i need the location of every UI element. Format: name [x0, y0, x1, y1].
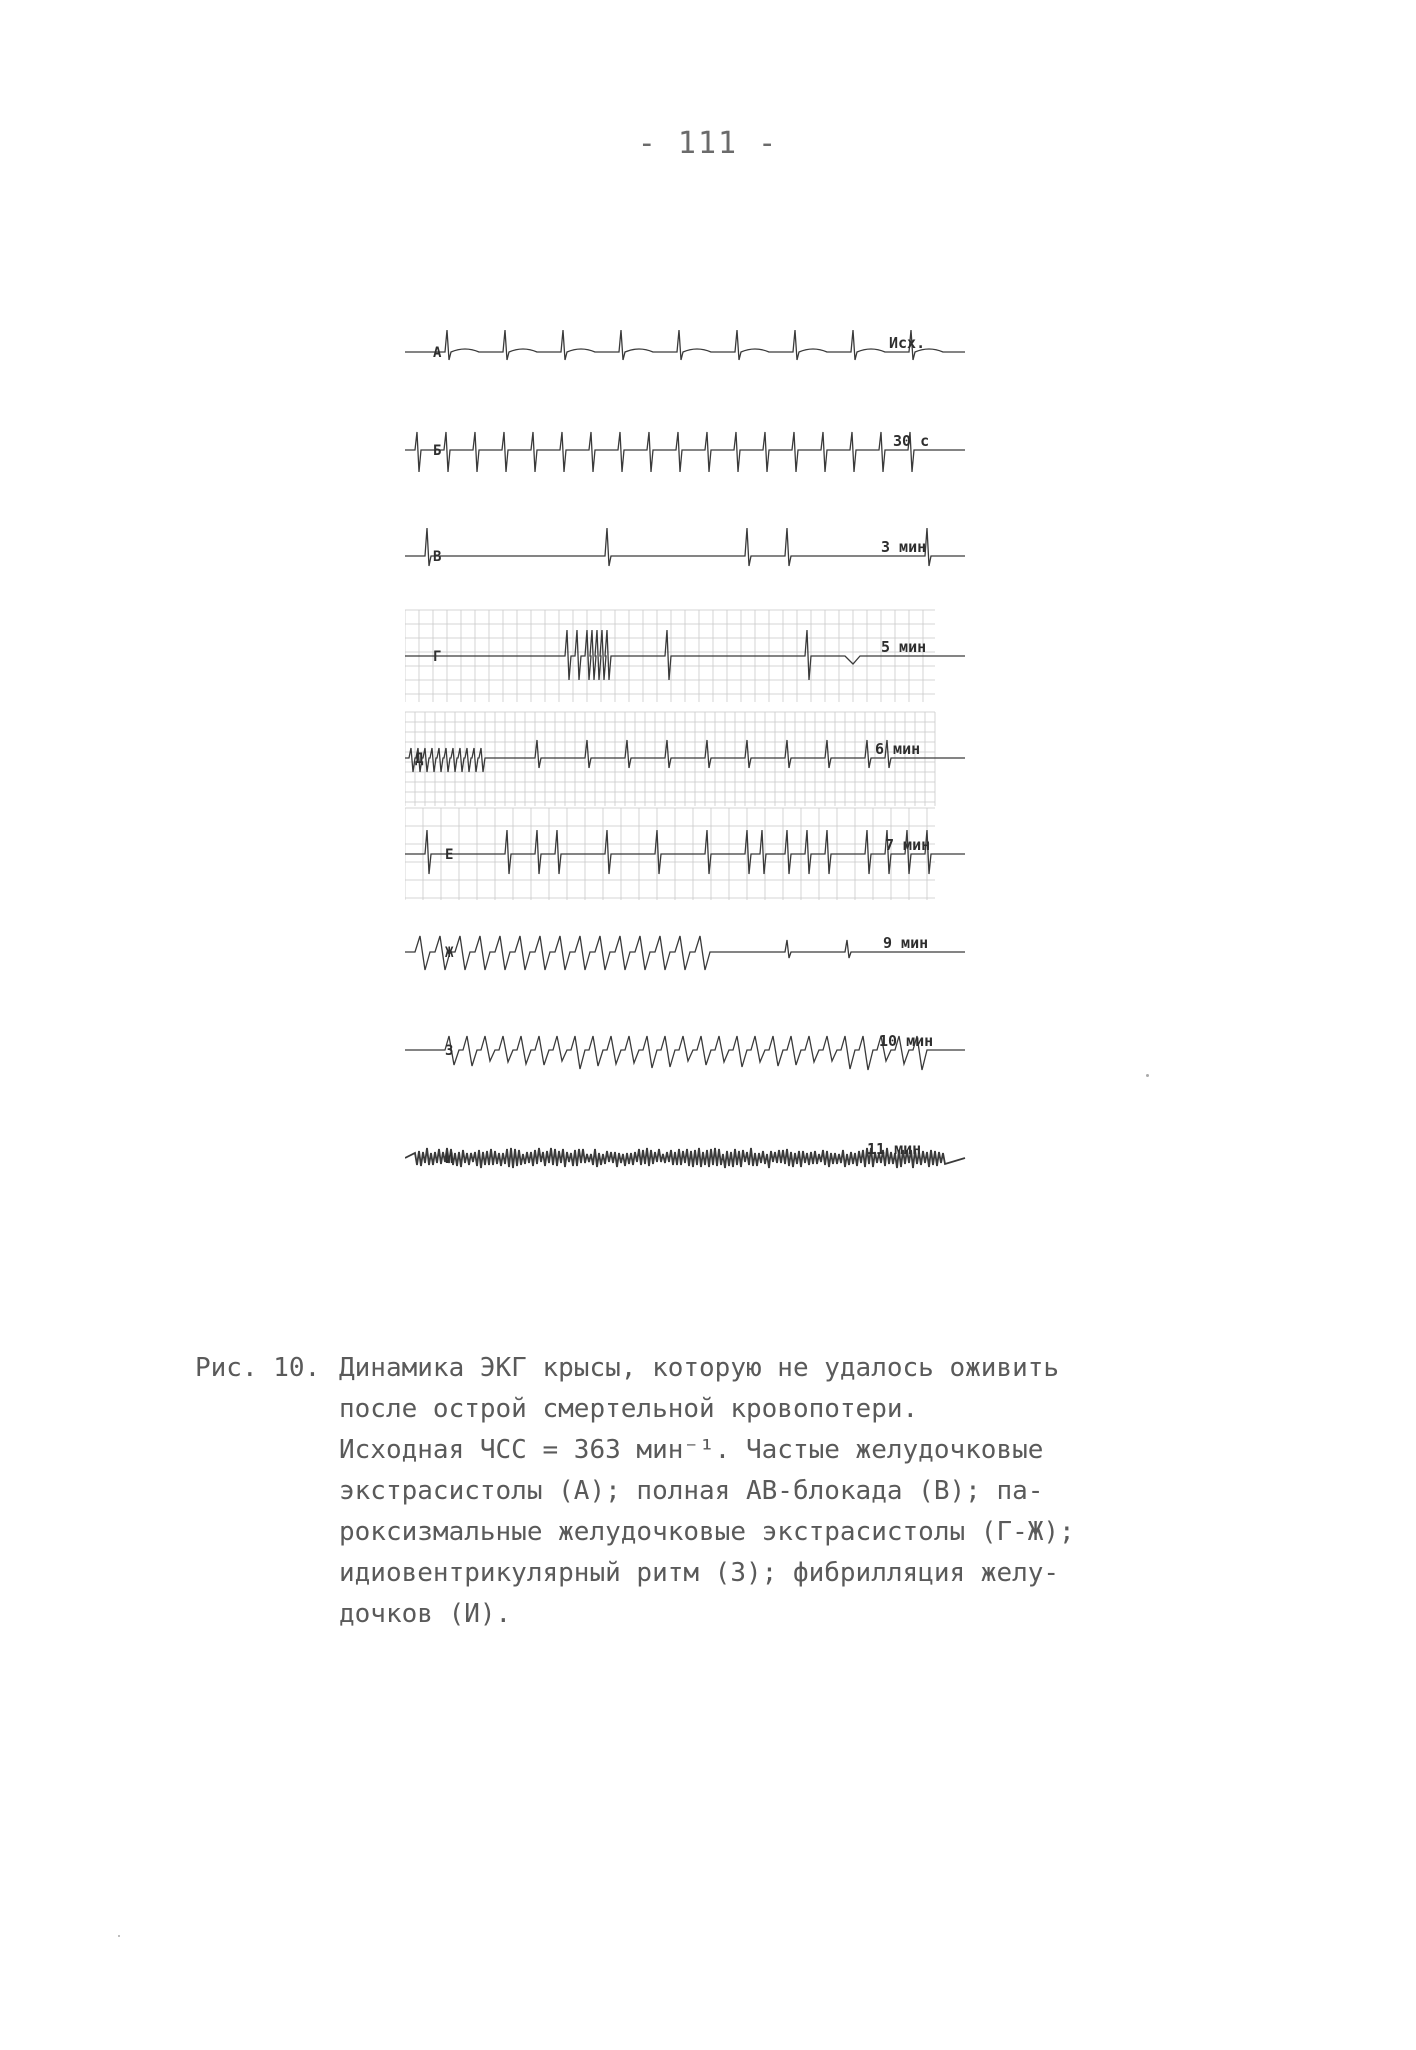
ecg-strips: [405, 310, 975, 1230]
ecg-trace: [405, 936, 965, 970]
strip-time: 6 мин: [875, 740, 921, 758]
strip-label: Ж: [445, 945, 454, 961]
strip-label: А: [433, 345, 442, 361]
caption-line: роксизмальные желудочковые экстрасистолы (Г-Ж);: [339, 1517, 1075, 1547]
ecg-strip: [405, 1140, 965, 1168]
caption-line: экстрасистолы (А); полная АВ-блокада (В); па-: [339, 1476, 1044, 1506]
strip-time: 30 с: [893, 432, 930, 450]
caption-line: после острой смертельной кровопотери.: [339, 1394, 919, 1424]
ecg-strip: [405, 528, 965, 566]
scan-speck: [118, 1935, 120, 1937]
strip-time: 3 мин: [881, 538, 927, 556]
caption-line: Динамика ЭКГ крысы, которую не удалось оживить: [339, 1353, 1060, 1383]
ecg-strip: [405, 712, 965, 806]
ecg-strip: [405, 934, 965, 970]
ecg-strip: [405, 808, 965, 900]
ecg-trace: [405, 330, 965, 360]
strip-label: И: [445, 1151, 454, 1167]
strip-time: 9 мин: [883, 934, 929, 952]
strip-time: 5 мин: [881, 638, 927, 656]
ecg-strip: [405, 610, 965, 702]
strip-time: 11 мин: [867, 1140, 922, 1158]
strip-label: З: [445, 1043, 454, 1059]
strip-label: Г: [433, 649, 442, 665]
ecg-strip: [405, 330, 965, 361]
strip-time: 10 мин: [879, 1032, 934, 1050]
caption-label: Рис. 10.: [195, 1353, 321, 1383]
caption-line: Исходная ЧСС = 363 мин⁻¹. Частые желудочковые: [339, 1435, 1044, 1465]
strip-label: В: [433, 549, 442, 565]
ecg-strip: [405, 1032, 965, 1070]
caption-line: дочков (И).: [339, 1599, 512, 1629]
strip-time: 7 мин: [885, 836, 931, 854]
strip-label: Д: [415, 751, 424, 767]
ecg-strip: [405, 432, 965, 472]
page-number: - 111 -: [637, 126, 779, 161]
ecg-trace: [405, 830, 965, 874]
strip-label: Б: [433, 443, 442, 459]
ecg-figure: [405, 310, 975, 1230]
strip-label: Е: [445, 847, 454, 863]
ecg-trace: [405, 432, 965, 472]
caption-line: идиовентрикулярный ритм (З); фибрилляция желу-: [339, 1558, 1060, 1588]
figure-caption: [195, 1348, 1205, 1635]
scan-speck: [1146, 1074, 1149, 1077]
caption-first-line: [195, 1348, 1205, 1389]
strip-time: Исх.: [889, 334, 926, 352]
